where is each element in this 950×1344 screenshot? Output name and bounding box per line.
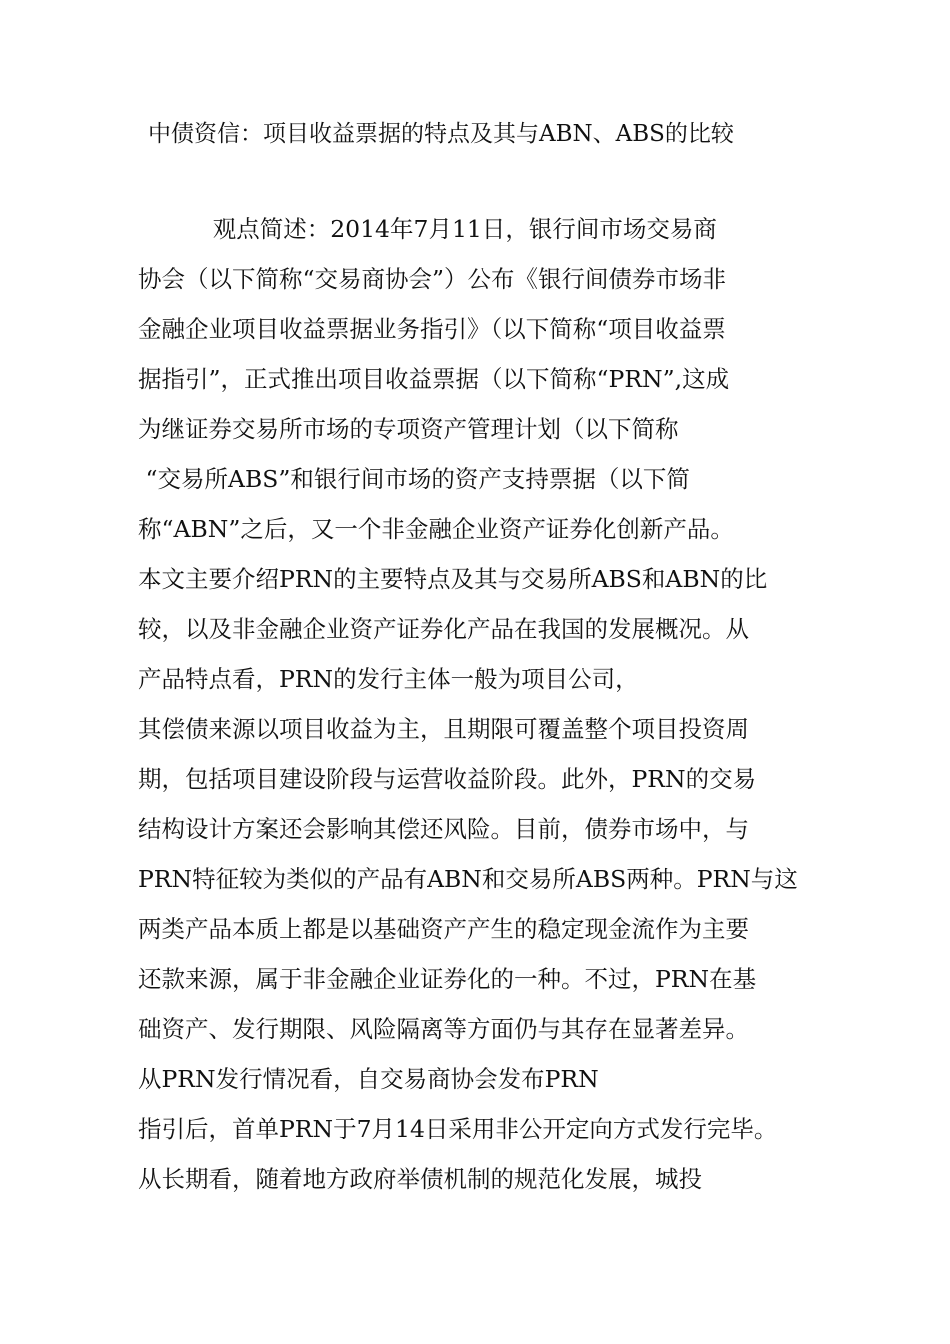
document-title: 中债资信：项目收益票据的特点及其与ABN、ABS的比较 (148, 121, 734, 147)
document-body (138, 204, 828, 1204)
body-line: “交易所ABS”和银行间市场的资产支持票据（以下简 (138, 465, 690, 493)
body-line: PRN特征较为类似的产品有ABN和交易所ABS两种。PRN与这 (138, 865, 798, 893)
body-line: 称“ABN”之后，又一个非金融企业资产证券化创新产品。 (138, 515, 734, 543)
body-line: 为继证券交易所市场的专项资产管理计划（以下简称 (138, 415, 679, 443)
body-line: 础资产、发行期限、风险隔离等方面仍与其存在显著差异。 (138, 1015, 749, 1043)
body-line: 产品特点看，PRN的发行主体一般为项目公司， (138, 665, 639, 693)
body-line: 从长期看，随着地方政府举债机制的规范化发展，城投 (138, 1165, 702, 1193)
body-line: 期，包括项目建设阶段与运营收益阶段。此外，PRN的交易 (138, 765, 757, 793)
body-line: 较，以及非金融企业资产证券化产品在我国的发展概况。从 (138, 615, 749, 643)
body-line: 两类产品本质上都是以基础资产产生的稳定现金流作为主要 (138, 915, 749, 943)
body-line: 据指引”，正式推出项目收益票据（以下简称“PRN”,这成 (138, 365, 730, 393)
body-line: 观点简述：2014年7月11日，银行间市场交易商 (138, 215, 717, 243)
body-line: 指引后，首单PRN于7月14日采用非公开定向方式发行完毕。 (138, 1115, 778, 1143)
body-line: 协会（以下简称“交易商协会”）公布《银行间债券市场非 (138, 265, 727, 293)
body-line: 其偿债来源以项目收益为主，且期限可覆盖整个项目投资周 (138, 715, 749, 743)
body-line: 金融企业项目收益票据业务指引》（以下简称“项目收益票 (138, 315, 726, 343)
body-line: 还款来源，属于非金融企业证券化的一种。不过，PRN在基 (138, 965, 757, 993)
body-line: 本文主要介绍PRN的主要特点及其与交易所ABS和ABN的比 (138, 565, 768, 593)
body-line: 结构设计方案还会影响其偿还风险。目前，债券市场中，与 (138, 815, 749, 843)
body-line: 从PRN发行情况看，自交易商协会发布PRN (138, 1065, 599, 1093)
